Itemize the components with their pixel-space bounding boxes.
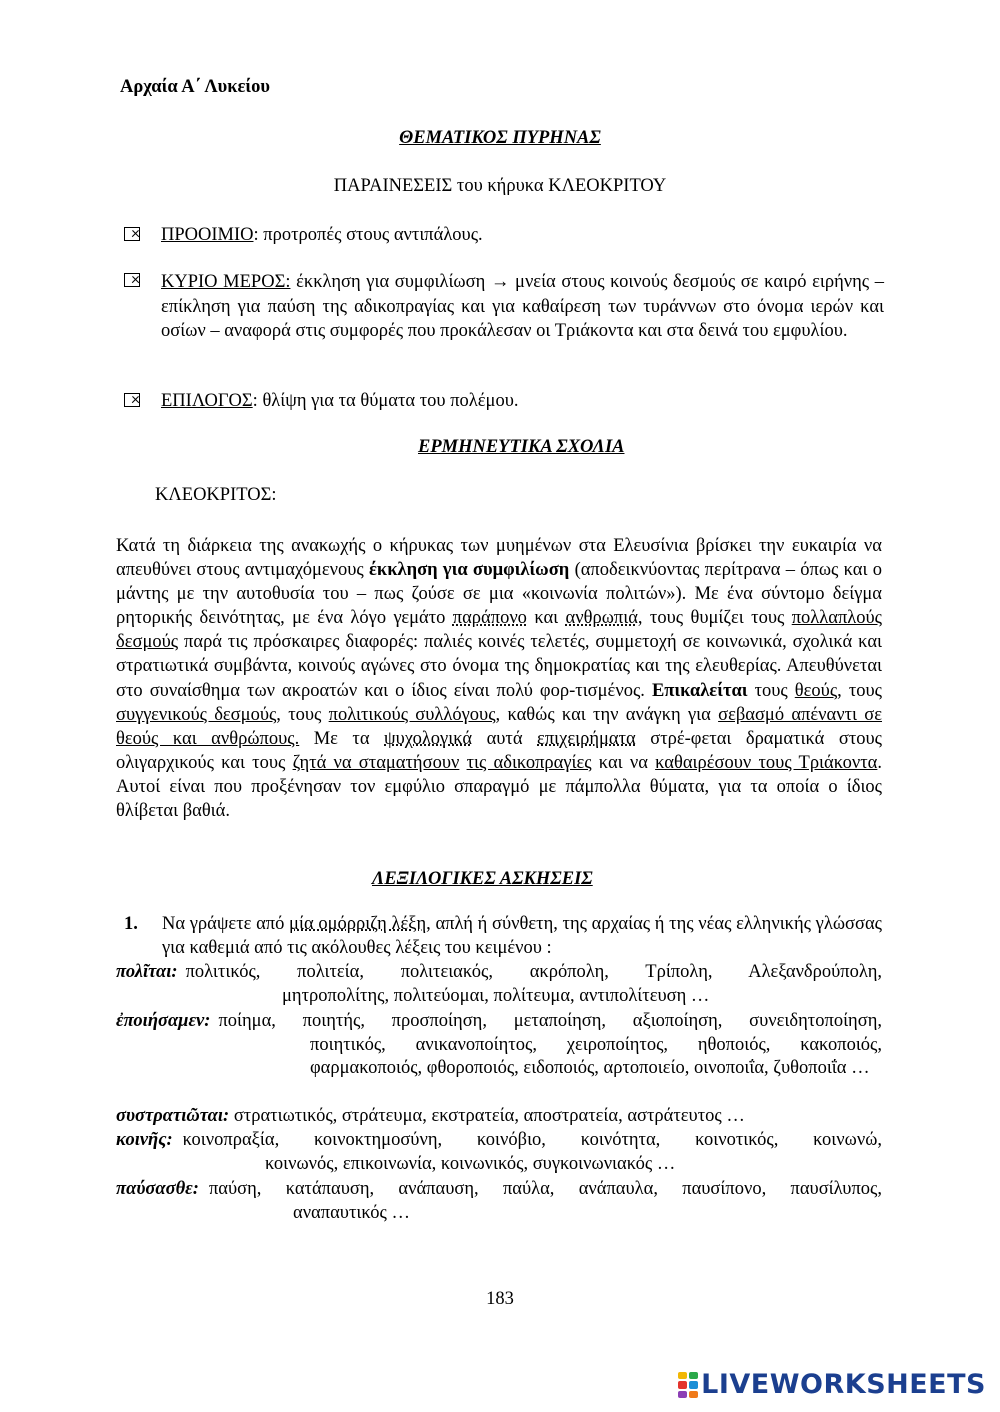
page-number: 183 (486, 1289, 514, 1309)
logo-text: LIVEWORKSHEETS (701, 1369, 986, 1401)
list-item-epilogue: ΕΠΙΛΟΓΟΣ: θλίψη για τα θύματα του πολέμου. (124, 390, 884, 414)
vocab-term: συστρατιῶται: (116, 1106, 230, 1126)
vocab-term: πολῖται: (116, 962, 178, 982)
vocab-row: πολῖται: πολιτικός, πολιτεία, πολιτειακός, ακρόπολη, Τρίπολη, Αλεξανδρούπολη, μητροπολίτης, πολιτεύομαι, πολίτευμα, αντιπολίτευση … (116, 962, 882, 1006)
item-label: ΠΡΟΟΙΜΙΟ (161, 225, 254, 245)
vocab-row: παύσασθε: παύση, κατάπαυση, ανάπαυση, παύλα, ανάπαυλα, παυσίπονο, παυσίλυπος, αναπαυτικός … (116, 1179, 882, 1223)
document-header: Αρχαία Α΄ Λυκείου (120, 77, 271, 97)
commentary-paragraph: Κατά τη διάρκεια της ανακωχής ο κήρυκας των μυημένων στα Ελευσίνια βρίσκει την ευκαιρία να απευθύνει στους αντιμαχόμενους έκκληση για συμφιλίωση (αποδεικνύοντας περίτρανα – όπως και ο μάντης με την αυτοθυσία του – πως ζούσε σε μια «κοινωνία πολιτών»). Με ένα σύντομο δείγμα ρητορικής δεινότητας, με ένα λόγο γεμάτο παράπονο και ανθρωπιά, τους θυμίζει τους πολλαπλούς δεσμούς παρά τις πρόσκαιρες διαφορές: παλιές κοινές τελετές, συμμετοχή σε κοινωνικά, σχολικά και στρατιωτικά συμβάντα, κοινούς αγώνες στο όνομα της δημοκρατίας και της ελευθερίας. Απευθύνεται στο συναίσθημα των ακροατών και ο ίδιος είναι πολύ φορ-τισμένος. Επικαλείται τους θεούς, τους συγγενικούς δεσμούς, τους πολιτικούς συλλόγους, καθώς και την ανάγκη για σεβασμό απέναντι σε θεούς και ανθρώπους. Με τα ψυχολογικά αυτά επιχειρήματα στρέ-φεται δραματικά στους ολιγαρχικούς και τους ζητά να σταματήσουν τις αδικοπραγίες και να καθαιρέσουν τους Τριάκοντα. Αυτοί είναι που προξένησαν τον εμφύλιο σπαραγμό με πάμπολλα θύματα, για τα οποία ο ίδιος θλίβεται βαθιά. (116, 536, 883, 822)
checkbox-cross-icon (124, 393, 140, 407)
subheading-kleokritos: ΚΛΕΟΚΡΙΤΟΣ: (155, 485, 277, 505)
vocab-term: παύσασθε: (116, 1179, 199, 1199)
item-label: ΕΠΙΛΟΓΟΣ (161, 391, 253, 411)
vocab-row: κοινῆς: κοινοπραξία, κοινοκτημοσύνη, κοινόβιο, κοινότητα, κοινοτικός, κοινωνώ, κοινωνός, επικοινωνία, κοινωνικός, συγκοινωνιακός … (116, 1130, 882, 1174)
vocab-row: συστρατιῶται: στρατιωτικός, στράτευμα, εκστρατεία, αποστρατεία, αστράτευτος … (116, 1106, 745, 1126)
item-text: θλίψη για τα θύματα του πολέμου. (262, 391, 519, 411)
vocab-term: ἐποιήσαμεν: (116, 1011, 211, 1031)
item-text: προτροπές στους αντιπάλους. (263, 225, 483, 245)
exercise-1 (124, 913, 882, 960)
exercise-instruction: Να γράψετε από μία ομόρριζη λέξη, απλή ή σύνθετη, της αρχαίας ή της νέας ελληνικής γλώσσας για καθεμιά από τις ακόλουθες λέξεις του κειμένου : (162, 914, 882, 958)
section-title-thematic-core: ΘΕΜΑΤΙΚΟΣ ΠΥΡΗΝΑΣ (399, 128, 601, 148)
section-title-commentary: ΕΡΜΗΝΕΥΤΙΚΑ ΣΧΟΛΙΑ (418, 437, 625, 457)
section-title-vocabulary: ΛΕΞΙΛΟΓΙΚΕΣ ΑΣΚΗΣΕΙΣ (372, 869, 593, 889)
list-item-main-part (124, 270, 884, 344)
item-label: ΚΥΡΙΟ ΜΕΡΟΣ: (161, 272, 291, 292)
vocab-row: ἐποιήσαμεν: ποίημα, ποιητής, προσποίηση, μεταποίηση, αξιοποίηση, συνειδητοποίηση, ποιητικός, ανικανοποίητος, χειροποίητος, ηθοποιός, κακοποιός, φαρμακοποιός, φθοροποιός, ειδοποιός, αρτοποιείο, οινοποιΐα, ζυθοποιΐα … (116, 1011, 882, 1078)
section-subtitle: ΠΑΡΑΙΝΕΣΕΙΣ του κήρυκα ΚΛΕΟΚΡΙΤΟΥ (333, 176, 667, 196)
checkbox-cross-icon (124, 227, 140, 241)
exercise-number: 1. (124, 914, 138, 934)
list-item-prologue: ΠΡΟΟΙΜΙΟ: προτροπές στους αντιπάλους. (124, 224, 884, 248)
logo-icon (678, 1372, 698, 1398)
checkbox-cross-icon (124, 273, 140, 287)
item-text: έκκληση για συμφιλίωση → μνεία στους κοινούς δεσμούς σε καιρό ειρήνης – επίκληση για παύση της αδικοπραγίας και για καθαίρεση των τυράννων στο όνομα ιερών και οσίων – αναφορά στις συμφορές που προκάλεσαν οι Τριάκοντα και στα δεινά του εμφυλίου. (161, 272, 885, 341)
liveworksheets-logo (678, 1369, 986, 1401)
vocab-term: κοινῆς: (116, 1130, 173, 1150)
